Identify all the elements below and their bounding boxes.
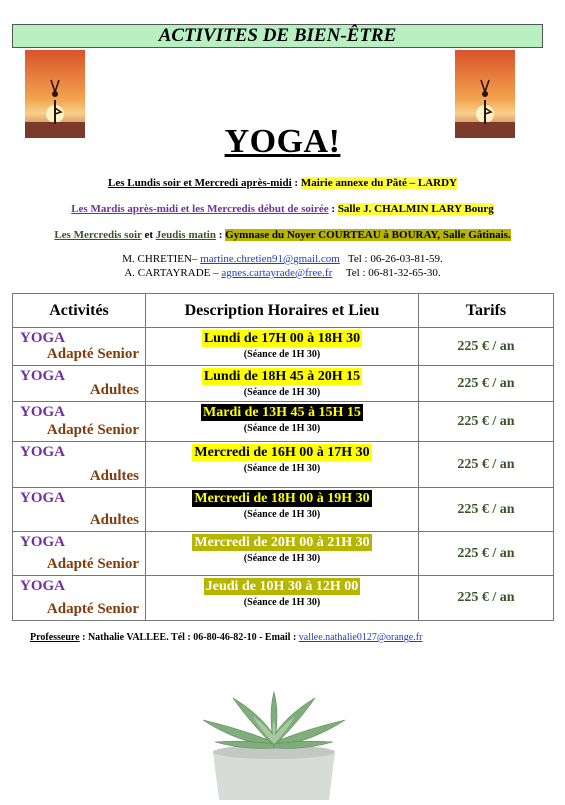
table-row [13,442,554,488]
activity-name: YOGA [20,444,65,460]
activity-cell [13,488,146,532]
activity-name: YOGA [20,534,65,550]
session-duration: (Séance de 1H 30) [243,463,321,474]
time-slot: Lundi de 18H 45 à 20H 15 [203,369,361,384]
table-row [13,576,554,621]
activity-cell [13,402,146,442]
schedule-table [12,293,554,621]
page-banner: ACTIVITES DE BIEN-ÊTRE [12,24,543,48]
time-slot: Mercredi de 18H 00 à 19H 30 [194,491,370,506]
instructor-line [30,632,422,643]
contact-line-2 [0,267,565,279]
activity-cell [13,442,146,488]
contact-name: M. CHRETIEN– [122,253,201,265]
location-place: Mairie annexe du Pâté – LARDY [300,177,457,189]
contact-name: A. CARTAYRADE – [124,267,222,279]
table-row [13,402,554,442]
session-duration: (Séance de 1H 30) [243,553,321,564]
location-separator: : [328,203,338,215]
location-line-2 [0,203,565,215]
price-cell: 225 € / an [419,532,554,576]
table-header-row [13,294,554,328]
activity-level: Adultes [89,468,139,484]
time-slot: Mardi de 13H 45 à 15H 15 [203,405,361,420]
price-cell: 225 € / an [419,328,554,366]
activity-level: Adapté Senior [46,346,139,362]
location-and: et [141,229,156,241]
description-cell [146,532,419,576]
activity-name: YOGA [20,490,65,506]
location-place: Gymnase du Noyer COURTEAU à BOURAY, Salle Gâtinais. [225,229,511,241]
description-cell [146,576,419,621]
activity-level: Adultes [89,512,139,528]
session-duration: (Séance de 1H 30) [243,423,321,434]
location-days: Les Lundis soir et Mercredi après-midi [108,177,292,189]
price-cell: 225 € / an [419,366,554,402]
session-duration: (Séance de 1H 30) [243,509,321,520]
activity-name: YOGA [20,330,65,346]
price-cell: 225 € / an [419,402,554,442]
location-line-1 [0,177,565,189]
time-slot: Jeudi de 10H 30 à 12H 00 [205,579,359,594]
instructor-details: : Nathalie VALLEE. Tél : 06-80-46-82-10 - Email : [79,632,299,643]
session-duration: (Séance de 1H 30) [243,597,321,608]
table-row [13,366,554,402]
instructor-label: Professeure [30,632,80,643]
session-duration: (Séance de 1H 30) [243,349,321,360]
activity-name: YOGA [20,404,65,420]
activity-cell [13,532,146,576]
header-description: Description Horaires et Lieu [146,294,419,328]
header-activities: Activités [13,294,146,328]
time-slot: Mercredi de 20H 00 à 21H 30 [194,535,370,550]
description-cell [146,488,419,532]
session-duration: (Séance de 1H 30) [243,387,321,398]
activity-level: Adapté Senior [46,556,139,572]
location-days-b: Jeudis matin [155,229,216,241]
location-days-a: Les Mercredis soir [54,229,142,241]
location-line-3 [0,229,565,241]
table-row [13,488,554,532]
table-row [13,328,554,366]
page-title: YOGA! [224,123,341,160]
activity-level: Adultes [89,382,139,398]
contact-email-link[interactable]: martine.chretien91@gmail.com [200,253,340,265]
activity-cell [13,576,146,621]
contact-email-link[interactable]: agnes.cartayrade@free.fr [221,267,333,279]
activity-level: Adapté Senior [46,422,139,438]
activity-name: YOGA [20,368,65,384]
price-cell: 225 € / an [419,488,554,532]
location-separator: : [291,177,301,189]
time-slot: Mercredi de 16H 00 à 17H 30 [194,445,370,460]
activity-name: YOGA [20,578,65,594]
contact-phone: Tel : 06-26-03-81-59. [339,253,443,265]
contact-phone: Tel : 06-81-32-65-30. [332,267,441,279]
description-cell [146,442,419,488]
succulent-plant-photo [193,690,355,800]
location-days: Les Mardis après-midi et les Mercredis début de soirée [71,203,329,215]
contact-line-1 [0,253,565,265]
price-cell: 225 € / an [419,442,554,488]
description-cell [146,328,419,366]
activity-level: Adapté Senior [46,601,139,617]
description-cell [146,402,419,442]
activity-cell [13,366,146,402]
header-prices: Tarifs [419,294,554,328]
instructor-email-link[interactable]: vallee.nathalie0127@orange.fr [298,632,423,643]
table-row [13,532,554,576]
description-cell [146,366,419,402]
location-separator: : [215,229,226,241]
location-place: Salle J. CHALMIN LARY Bourg [337,203,494,215]
price-cell: 225 € / an [419,576,554,621]
time-slot: Lundi de 17H 00 à 18H 30 [203,331,361,346]
activity-cell [13,328,146,366]
